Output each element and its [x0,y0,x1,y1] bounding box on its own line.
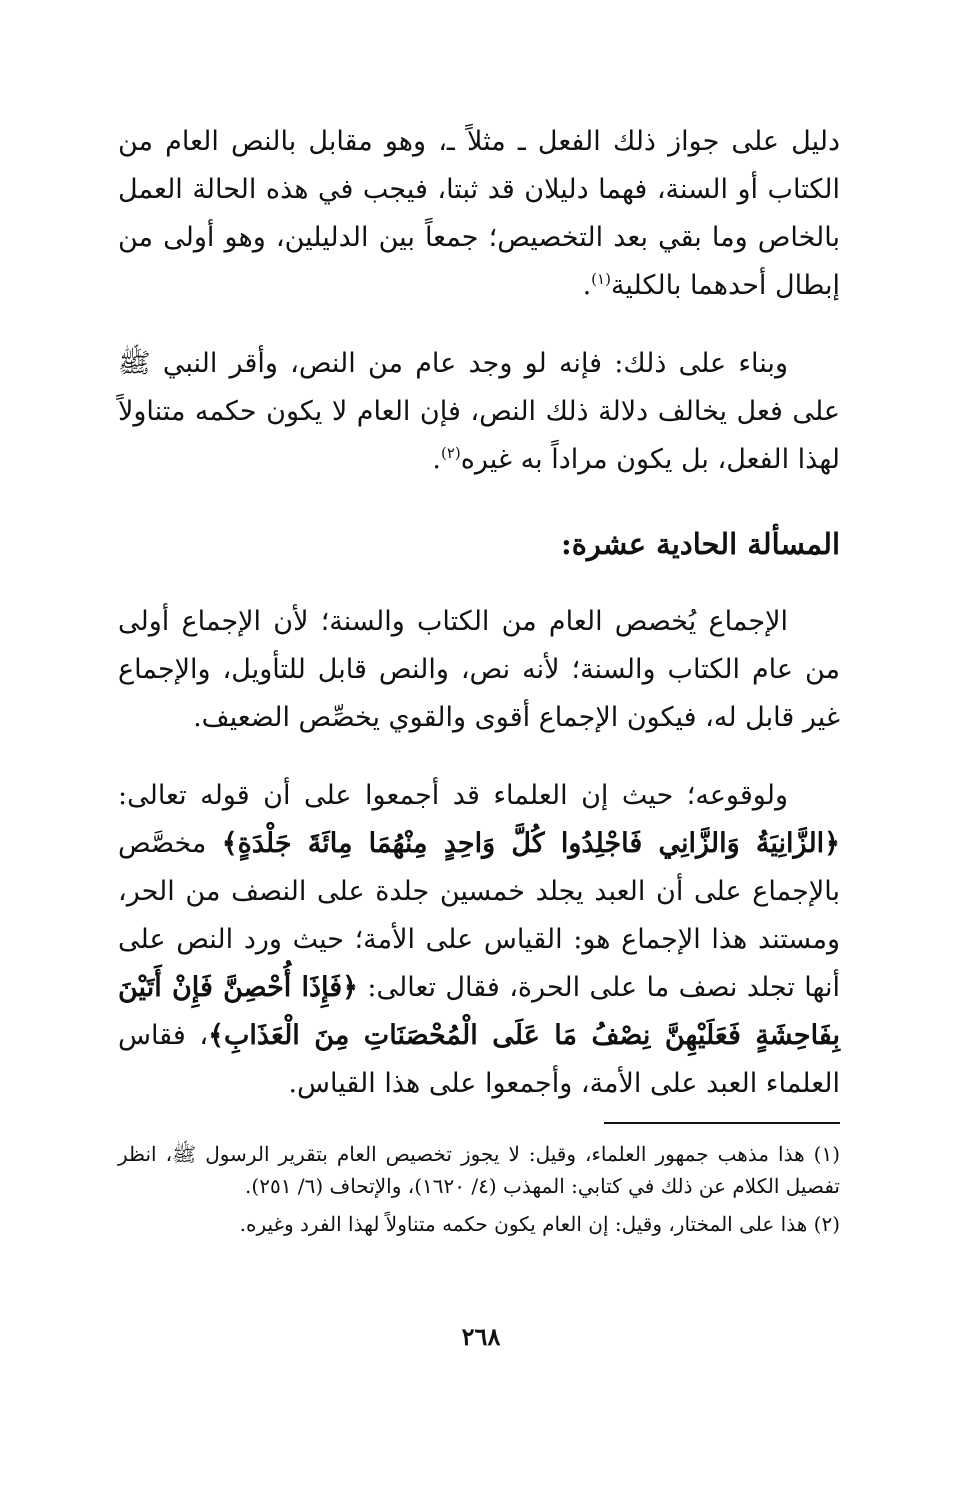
paragraph-4-middle: مخصَّص بالإجماع على أن العبد يجلد خمسين جلدة على النصف من الحر، ومستند هذا الإجماع هو: القياس على الأمة؛ حيث ورد النص على أنها تجلد نصف ما على الحرة، فقال تعالى: [118,828,840,1003]
paragraph-1 [118,118,840,310]
footnote-1 [118,1138,840,1202]
footnote-2 [118,1208,840,1240]
paragraph-4 [118,772,840,1108]
footnote-1-number: (١) [813,1142,841,1166]
paragraph-3: الإجماع يُخصص العام من الكتاب والسنة؛ لأن الإجماع أولى من عام الكتاب والسنة؛ لأنه نص، والنص قابل للتأويل، والإجماع غير قابل له، فيكون الإجماع أقوى والقوي يخصِّص الضعيف. [118,606,840,733]
quran-verse-2: ﴿فَإِذَا أُحْصِنَّ فَإِنْ أَتَيْنَ بِفَاحِشَةٍ فَعَلَيْهِنَّ نِصْفُ مَا عَلَى الْمُحْصَنَاتِ مِنَ الْعَذَابِ﴾ [118,972,840,1051]
paragraph-4-intro: ولوقوعه؛ حيث إن العلماء قد أجمعوا على أن قوله تعالى: [118,780,788,811]
footnote-2-text: هذا على المختار، وقيل: إن العام يكون حكمه متناولاً لهذا الفرد وغيره. [239,1212,808,1236]
footnote-ref-2[interactable]: (٢) [440,444,461,462]
page-number: ٢٦٨ [461,1322,501,1351]
paragraph-2 [118,340,840,484]
paragraph-1-text: دليل على جواز ذلك الفعل ـ مثلاً ـ، وهو مقابل بالنص العام من الكتاب أو السنة، فهما دليلان قد ثبتا، فيجب في هذه الحالة العمل بالخاص وما بقي بعد التخصيص؛ جمعاً بين الدليلين، وهو أولى من إبطال أحدهما بالكلية [118,126,841,301]
page-body [118,118,840,1108]
footnote-1-text: هذا مذهب جمهور العلماء، وقيل: لا يجوز تخصيص العام بتقرير الرسول ﷺ، انظر تفصيل الكلام عن ذلك في كتابي: المهذب (٤/ ١٦٢٠)، والإتحاف (٦/ ٢٥١). [118,1142,840,1198]
paragraph-2-text: وبناء على ذلك: فإنه لو وجد عام من النص، وأقر النبي ﷺ على فعل يخالف دلالة ذلك النص، فإن العام لا يكون حكمه متناولاً لهذا الفعل، بل يكون مراداً به غيره [118,348,840,475]
quran-verse-1: ﴿الزَّانِيَةُ وَالزَّانِي فَاجْلِدُوا كُلَّ وَاحِدٍ مِنْهُمَا مِائَةَ جَلْدَةٍ﴾ [221,828,840,859]
paragraph-2-end: . [432,444,441,475]
footnotes [118,1138,840,1240]
paragraph-1-end: . [582,270,592,301]
section-heading: المسألة الحادية عشرة: [561,527,840,561]
footnote-divider [604,1122,840,1124]
footnote-ref-1[interactable]: (١) [591,270,611,288]
footnote-2-number: (٢) [813,1212,840,1236]
paragraph-4-end: ، فقاس العلماء العبد على الأمة، وأجمعوا على هذا القياس. [118,1020,840,1099]
